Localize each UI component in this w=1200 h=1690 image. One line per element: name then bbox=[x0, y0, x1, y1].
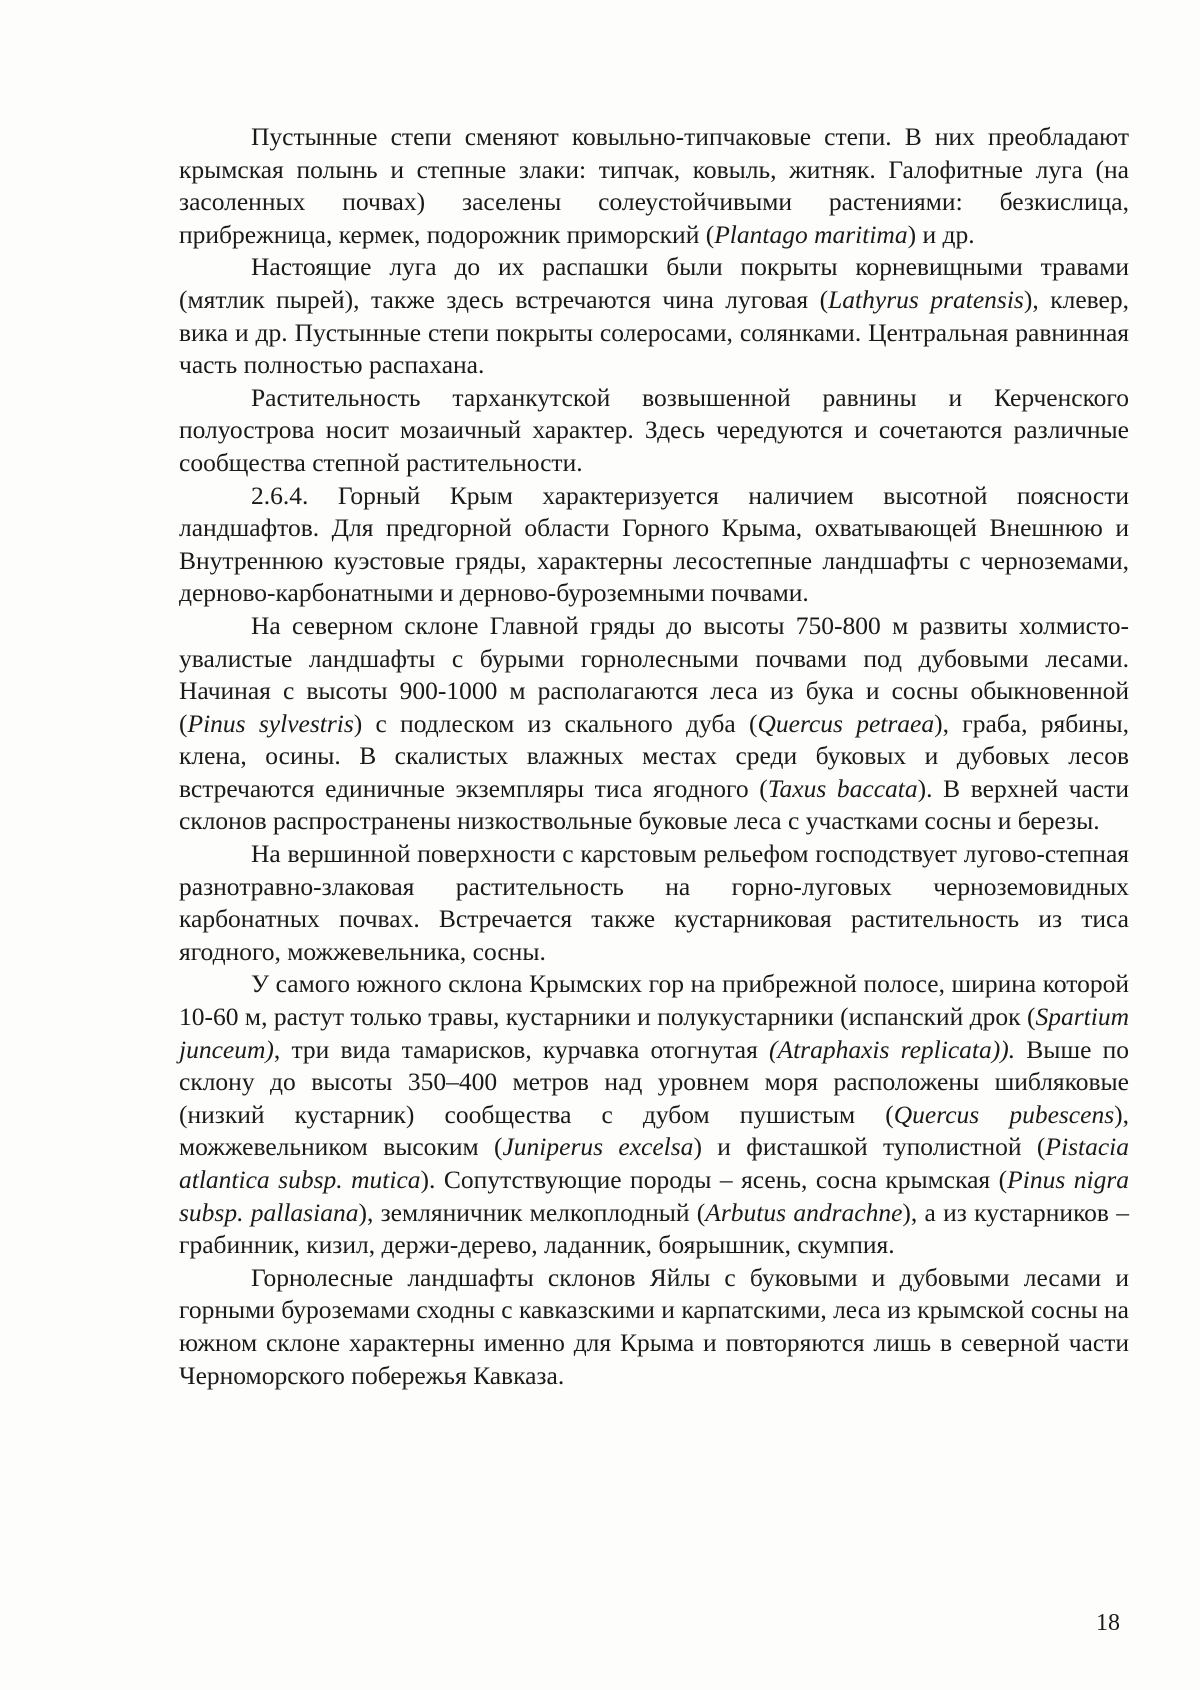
latin-name: Juniperus excelsa bbox=[502, 1132, 694, 1162]
paragraph bbox=[179, 968, 1129, 1261]
latin-name: Quercus petraea bbox=[757, 708, 935, 738]
text-run: ), клевер, вика и др. Пустынные степи покрыты солеросами, солянками. Центральная равнинная часть полностью распахана. bbox=[179, 284, 1129, 380]
latin-name: Pinus nigra subsp. pallasiana bbox=[179, 1165, 1129, 1227]
text-run: 2.6.4. Горный Крым характеризуется наличием высотной поясности ландшафтов. Для предгорной области Горного Крыма, охватывающей Внешнюю и Внутреннюю куэстовые гряды, характерны лесостепные ландшафты с черноземами, дерново-карбонатными и дерново-буроземными почвами. bbox=[179, 480, 1129, 608]
text-run: ) и фисташкой туполистной ( bbox=[693, 1132, 1046, 1162]
text-run: Горнолесные ландшафты склонов Яйлы с буковыми и дубовыми лесами и горными буроземами сходны с кавказскими и карпатскими, леса из крымской сосны на южном склоне характерны именно для Крыма и повторяются лишь в северной части Черноморского побережья Кавказа. bbox=[179, 1262, 1129, 1390]
text-run: ). В верхней части склонов распространены низкоствольные буковые леса с участками сосны и березы. bbox=[179, 773, 1129, 836]
paragraph bbox=[179, 838, 1129, 968]
latin-name: Spartium junceum) bbox=[179, 1002, 1129, 1064]
text-run: ) с подлеском из скального дуба ( bbox=[353, 708, 758, 738]
latin-name: Pinus sylvestris bbox=[187, 708, 354, 738]
page-number: 18 bbox=[1096, 1610, 1120, 1636]
paragraph bbox=[179, 251, 1129, 381]
paragraph bbox=[179, 121, 1129, 251]
latin-name: Pistacia atlantica subsp. mutica bbox=[179, 1132, 1129, 1194]
text-run: ), можжевельником высоким ( bbox=[179, 1099, 1129, 1162]
paragraph bbox=[179, 1262, 1129, 1392]
latin-name: Quercus pubescens bbox=[893, 1099, 1115, 1129]
text-run: Пустынные степи сменяют ковыльно-типчаковые степи. В них преобладают крымская полынь и степные злаки: типчак, ковыль, житняк. Галофитные луга (на засоленных почвах) заселены солеустойчивыми растениями: безкислица, прибрежница, кермек, подорожник приморский ( bbox=[179, 122, 1129, 249]
paragraph bbox=[179, 610, 1129, 838]
text-run: , три вида тамарисков, курчавка отогнутая bbox=[273, 1034, 770, 1064]
text-run: ), земляничник мелкоплодный ( bbox=[358, 1197, 706, 1227]
text-run: У самого южного склона Крымских гор на прибрежной полосе, ширина которой 10-60 м, растут только травы, кустарники и полукустарники (испанский дрок ( bbox=[179, 969, 1129, 1032]
text-run: ). Сопутствующие породы – ясень, сосна крымская ( bbox=[420, 1165, 1008, 1194]
text-run: Выше по склону до высоты 350–400 метров над уровнем моря расположены шибляковые (низкий кустарник) сообщества с дубом пушистым ( bbox=[179, 1034, 1129, 1129]
text-run: ), граба, рябины, клена, осины. В скалистых влажных местах среди буковых и дубовых лесов встречаются единичные экземпляры тиса ягодного ( bbox=[179, 708, 1129, 803]
text-run: На северном склоне Главной гряды до высоты 750-800 м развиты холмисто-увалистые ландшафты с бурыми горнолесными почвами под дубовыми лесами. Начиная с высоты 900-1000 м располагаются леса из бука и сосны обыкновенной ( bbox=[179, 610, 1129, 738]
text-run: Растительность тарханкутской возвышенной равнины и Керченского полуострова носит мозаичный характер. Здесь чередуются и сочетаются различные сообщества степной растительности. bbox=[179, 382, 1129, 477]
text-run: Настоящие луга до их распашки были покрыты корневищными травами (мятлик пырей), также здесь встречаются чина луговая ( bbox=[179, 252, 1129, 314]
body-text bbox=[179, 121, 1129, 1392]
latin-name: (Atraphaxis replicata)). bbox=[769, 1034, 1016, 1064]
latin-name: Arbutus andrachne bbox=[705, 1197, 903, 1227]
text-run: На вершинной поверхности с карстовым рельефом господствует лугово-степная разнотравно-злаковая растительность на горно-луговых черноземовидных карбонатных почвах. Встречается также кустарниковая растительность из тиса ягодного, можжевельника, сосны. bbox=[179, 839, 1129, 966]
paragraph bbox=[179, 480, 1129, 610]
paragraph bbox=[179, 382, 1129, 480]
text-run: ), а из кустарников – грабинник, кизил, держи-дерево, ладанник, боярышник, скумпия. bbox=[179, 1197, 1130, 1260]
latin-name: Taxus baccata bbox=[767, 773, 918, 803]
text-run: ) и др. bbox=[907, 219, 975, 249]
latin-name: Plantago maritima bbox=[714, 219, 908, 249]
latin-name: Lathyrus pratensis bbox=[828, 284, 1024, 314]
